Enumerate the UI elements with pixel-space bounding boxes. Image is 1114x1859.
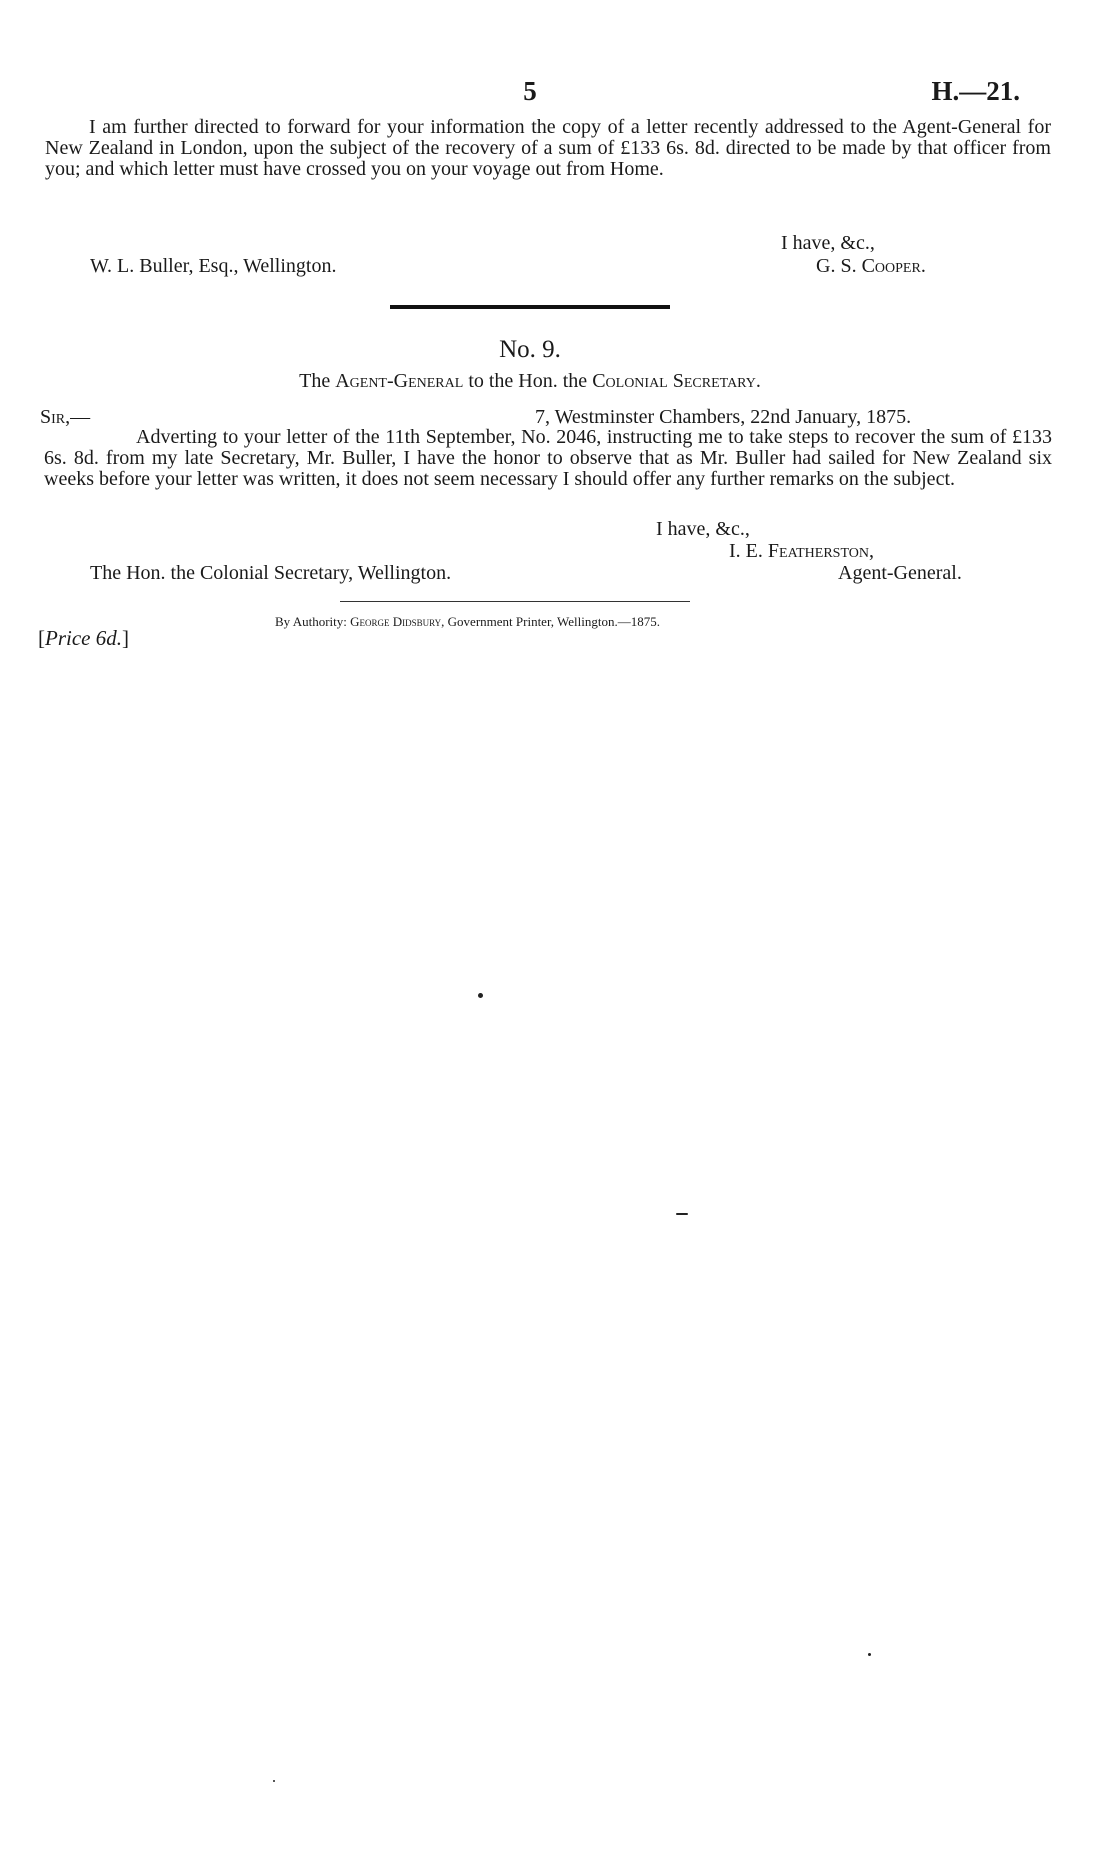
imprint-prefix: By Authority:: [275, 614, 347, 629]
letter-8-addressee: W. L. Buller, Esq., Wellington.: [90, 255, 337, 277]
signature-surname: Cooper.: [861, 255, 926, 277]
letter-8-closing: I have, &c.,: [781, 232, 875, 254]
price-text: Price 6d.: [45, 626, 122, 650]
signature-initials: G. S.: [816, 255, 857, 277]
section-divider: [390, 305, 670, 309]
price-close-bracket: ]: [121, 626, 129, 650]
page-number: 5: [523, 76, 537, 106]
price-label: [38, 626, 129, 651]
imprint-printer: George Didsbury,: [350, 614, 445, 629]
signature-title: Agent-General.: [838, 562, 962, 584]
letter-subtitle: [0, 370, 1060, 393]
letter-8-signature: [816, 255, 926, 278]
subtitle-to-the: to the Hon. the: [468, 370, 588, 392]
subtitle-from: Agent-General: [335, 370, 464, 392]
ink-speck: [868, 1653, 871, 1656]
letter-number-heading: No. 9.: [499, 336, 561, 363]
imprint-suffix: Government Printer, Wellington.—1875.: [447, 614, 660, 629]
letter-9-closing: I have, &c.,: [656, 518, 750, 540]
salutation: Sir,—: [40, 406, 91, 428]
ink-speck: [273, 1780, 275, 1782]
imprint-rule: [340, 601, 690, 602]
printer-imprint: [275, 614, 660, 630]
price-open-bracket: [: [38, 626, 45, 650]
ink-speck: [676, 1213, 688, 1215]
signature-initials: I. E.: [729, 540, 763, 562]
letter-9-paragraph: Adverting to your letter of the 11th September, No. 2046, instructing me to take steps to recover the sum of £133 6s. 8d. from my late Secretary, Mr. Buller, I have the honor to observe that as Mr. Buller had sailed for New Zealand six weeks before your letter was written, it does not seem necessary I should offer any further remarks on the subject.: [44, 426, 1052, 490]
document-reference: H.—21.: [931, 76, 1020, 106]
letter-9-signature: [729, 540, 874, 563]
letter-9-addressee: The Hon. the Colonial Secretary, Wellington.: [90, 562, 452, 584]
signature-surname: Featherston,: [767, 540, 874, 562]
subtitle-to: Colonial Secretary.: [592, 370, 761, 392]
letter-8-paragraph: I am further directed to forward for your information the copy of a letter recently addressed to the Agent-General for New Zealand in London, upon the subject of the recovery of a sum of £133 6s. 8d. directed to be made by that officer from you; and which letter must have crossed you on your voyage out from Home.: [45, 116, 1051, 180]
ink-speck: [478, 993, 483, 998]
address-date: 7, Westminster Chambers, 22nd January, 1875.: [535, 406, 912, 428]
subtitle-the: The: [299, 370, 331, 392]
